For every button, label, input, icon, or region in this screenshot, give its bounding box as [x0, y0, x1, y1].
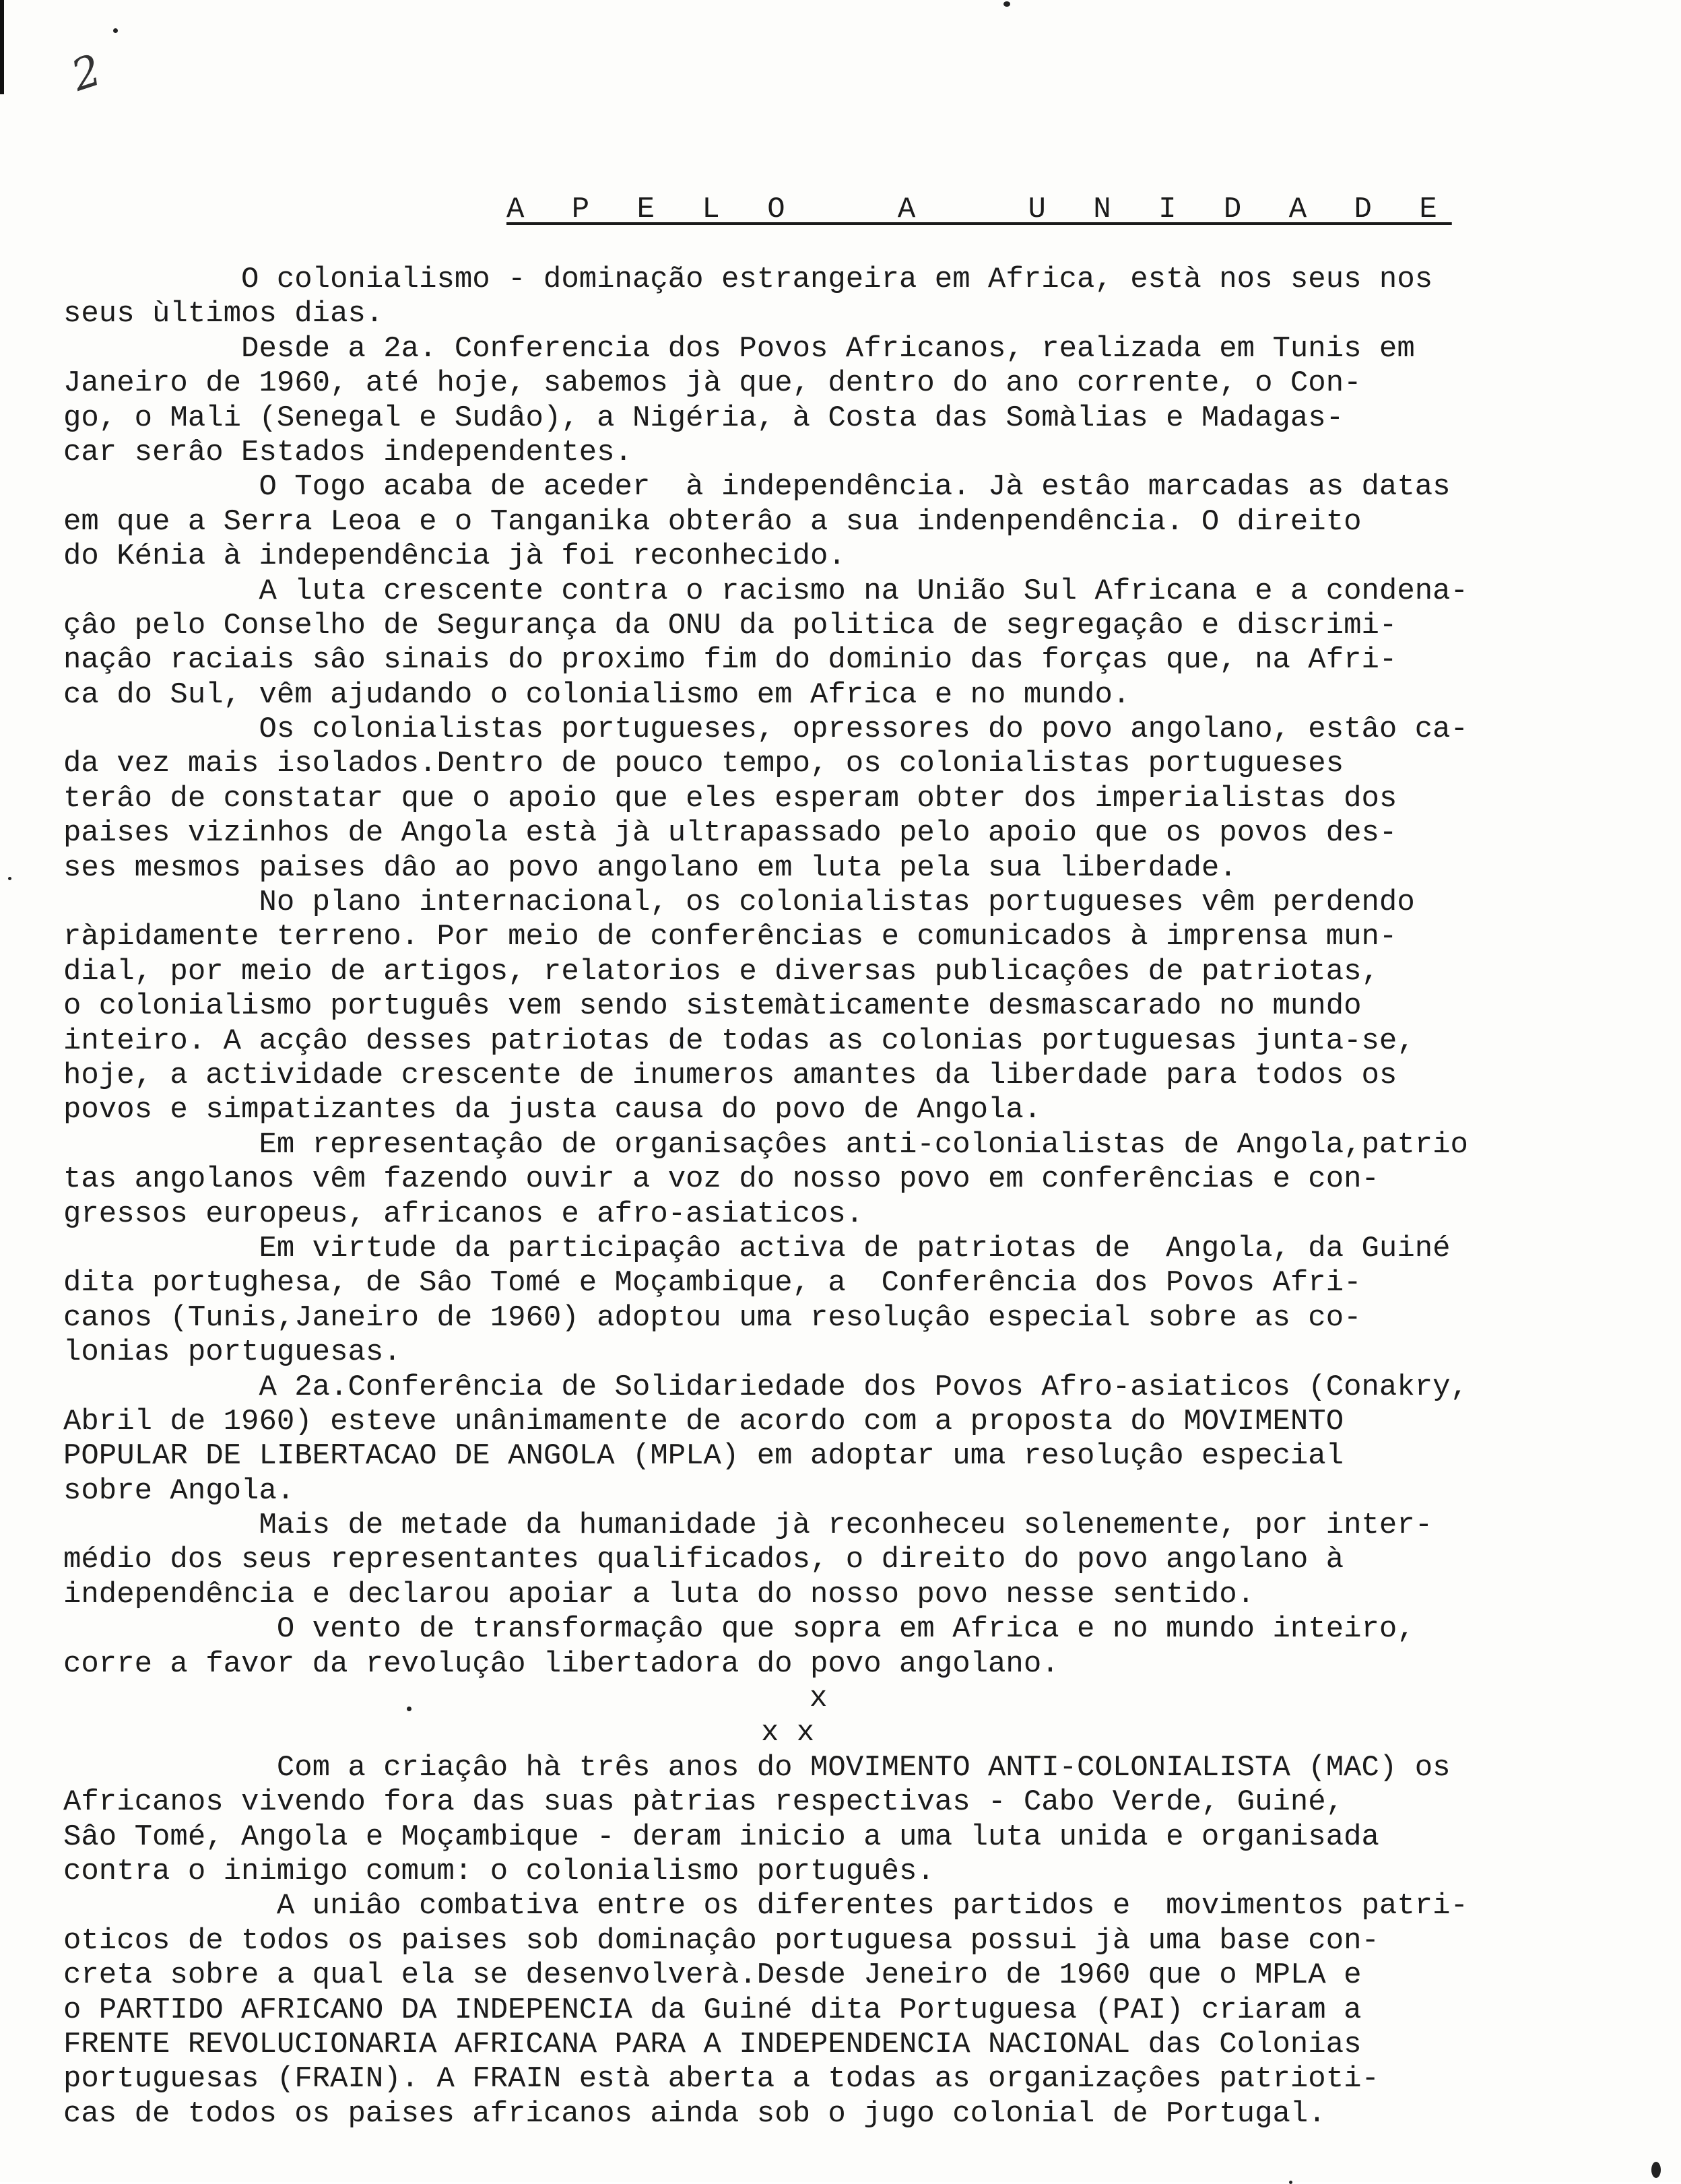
text-line: da vez mais isolados.Dentro de pouco tempo, os colonialistas portugueses: [63, 747, 1344, 781]
text-line: oticos de todos os paises sob dominaçâo portuguesa possui jà uma base con-: [63, 1923, 1379, 1958]
text-line: A 2a.Conferência de Solidariedade dos Povos Afro-asiaticos (Conakry,: [63, 1370, 1468, 1404]
text-line: O colonialismo - dominação estrangeira em Africa, està nos seus nos: [63, 263, 1433, 296]
scan-speck: [8, 877, 11, 880]
text-line: portuguesas (FRAIN). A FRAIN està aberta a todas as organizaçôes patrioti-: [63, 2062, 1379, 2096]
text-line: independência e declarou apoiar a luta do nosso povo nesse sentido.: [63, 1577, 1255, 1612]
text-line: inteiro. A acçâo desses patriotas de todas as colonias portuguesas junta-se,: [63, 1024, 1415, 1058]
text-line: em que a Serra Leoa e o Tanganika obterâo a sua indenpendência. O direito: [63, 504, 1362, 539]
text-line: Janeiro de 1960, até hoje, sabemos jà que, dentro do ano corrente, o Con-: [63, 366, 1362, 401]
text-line: Sâo Tomé, Angola e Moçambique - deram inicio a uma luta unida e organisada: [63, 1820, 1379, 1854]
text-line: O vento de transformaçâo que sopra em Africa e no mundo inteiro,: [63, 1612, 1415, 1647]
text-line: contra o inimigo comum: o colonialismo português.: [63, 1854, 935, 1888]
text-line: ràpidamente terreno. Por meio de conferências e comunicados à imprensa mun-: [63, 920, 1397, 954]
text-line: Em virtude da participaçâo activa de patriotas de Angola, da Guiné: [63, 1231, 1451, 1265]
text-line: Com a criaçâo hà três anos do MOVIMENTO ANTI-COLONIALISTA (MAC) os: [63, 1750, 1451, 1785]
text-line: naçâo raciais sâo sinais do proximo fim do dominio das forças que, na Afri-: [63, 643, 1397, 677]
text-line: dita portughesa, de Sâo Tomé e Moçambique, a Conferência dos Povos Afri-: [63, 1266, 1362, 1300]
scan-speck: [1003, 1, 1010, 7]
handwritten-page-number: 2: [65, 45, 108, 102]
text-line: A luta crescente contra o racismo na União Sul Africana e a condena-: [63, 574, 1468, 608]
text-line: seus ùltimos dias.: [63, 297, 384, 331]
text-line: canos (Tunis,Janeiro de 1960) adoptou uma resoluçâo especial sobre as co-: [63, 1300, 1362, 1335]
text-line: lonias portuguesas.: [63, 1335, 401, 1370]
text-line: gressos europeus, africanos e afro-asiaticos.: [63, 1197, 864, 1231]
text-line: ca do Sul, vêm ajudando o colonialismo em Africa e no mundo.: [63, 677, 1131, 712]
text-line: FRENTE REVOLUCIONARIA AFRICANA PARA A INDEPENDENCIA NACIONAL das Colonias: [63, 2027, 1362, 2061]
scan-speck: [1651, 2162, 1661, 2178]
scan-speck: [407, 1707, 411, 1711]
text-line: tas angolanos vêm fazendo ouvir a voz do nosso povo em conferências e con-: [63, 1162, 1379, 1197]
text-line: cas de todos os paises africanos ainda sob o jugo colonial de Portugal.: [63, 2096, 1326, 2131]
text-line: creta sobre a qual ela se desenvolverà.Desde Jeneiro de 1960 que o MPLA e: [63, 1958, 1362, 1993]
text-line: go, o Mali (Senegal e Sudâo), a Nigéria, à Costa das Somàlias e Madagas-: [63, 401, 1344, 435]
text-line: sobre Angola.: [63, 1474, 295, 1508]
text-line: Abril de 1960) esteve unânimamente de acordo com a proposta do MOVIMENTO: [63, 1404, 1344, 1438]
text-line: terâo de constatar que o apoio que eles esperam obter dos imperialistas dos: [63, 781, 1397, 816]
text-line: ses mesmos paises dâo ao povo angolano em luta pela sua liberdade.: [63, 851, 1237, 885]
text-line: médio dos seus representantes qualificados, o direito do povo angolano à: [63, 1543, 1344, 1577]
section-separator-bottom: x x: [761, 1716, 815, 1750]
document-title: A P E L O A U N I D A D E: [506, 193, 1452, 226]
text-line: Desde a 2a. Conferencia dos Povos Africanos, realizada em Tunis em: [63, 331, 1415, 366]
text-line: POPULAR DE LIBERTACAO DE ANGOLA (MPLA) em adoptar uma resoluçâo especial: [63, 1439, 1344, 1474]
text-line: A uniâo combativa entre os diferentes partidos e movimentos patri-: [63, 1889, 1468, 1923]
text-line: Em representaçâo de organisaçôes anti-colonialistas de Angola,patrio: [63, 1127, 1468, 1162]
text-line: No plano internacional, os colonialistas portugueses vêm perdendo: [63, 886, 1415, 920]
text-line: car serâo Estados independentes.: [63, 435, 632, 469]
text-line: O Togo acaba de aceder à independência. Jà estâo marcadas as datas: [63, 470, 1451, 504]
text-line: hoje, a actividade crescente de inumeros amantes da liberdade para todos os: [63, 1058, 1397, 1092]
text-line: o PARTIDO AFRICANO DA INDEPENCIA da Guiné dita Portuguesa (PAI) criaram a: [63, 1993, 1362, 2027]
text-line: povos e simpatizantes da justa causa do povo de Angola.: [63, 1093, 1042, 1127]
text-line: Africanos vivendo fora das suas pàtrias respectivas - Cabo Verde, Guiné,: [63, 1785, 1344, 1820]
text-line: do Kénia à independência jà foi reconhecido.: [63, 539, 846, 574]
text-line: paises vizinhos de Angola està jà ultrapassado pelo apoio que os povos des-: [63, 816, 1397, 851]
scan-edge-mark: [0, 0, 4, 94]
text-line: o colonialismo português vem sendo sistemàticamente desmascarado no mundo: [63, 989, 1362, 1024]
text-line: Mais de metade da humanidade jà reconheceu solenemente, por inter-: [63, 1509, 1433, 1543]
text-line: corre a favor da revoluçâo libertadora do povo angolano.: [63, 1647, 1059, 1681]
section-separator-top: x: [810, 1682, 828, 1716]
text-line: Os colonialistas portugueses, opressores do povo angolano, estâo ca-: [63, 713, 1468, 747]
document-body: [63, 263, 1633, 2131]
scan-speck: [113, 28, 118, 33]
text-line: dial, por meio de artigos, relatorios e diversas publicaçôes de patriotas,: [63, 954, 1379, 989]
text-line: çâo pelo Conselho de Segurança da ONU da politica de segregaçâo e discrimi-: [63, 608, 1397, 642]
scan-speck: [1289, 2181, 1292, 2184]
